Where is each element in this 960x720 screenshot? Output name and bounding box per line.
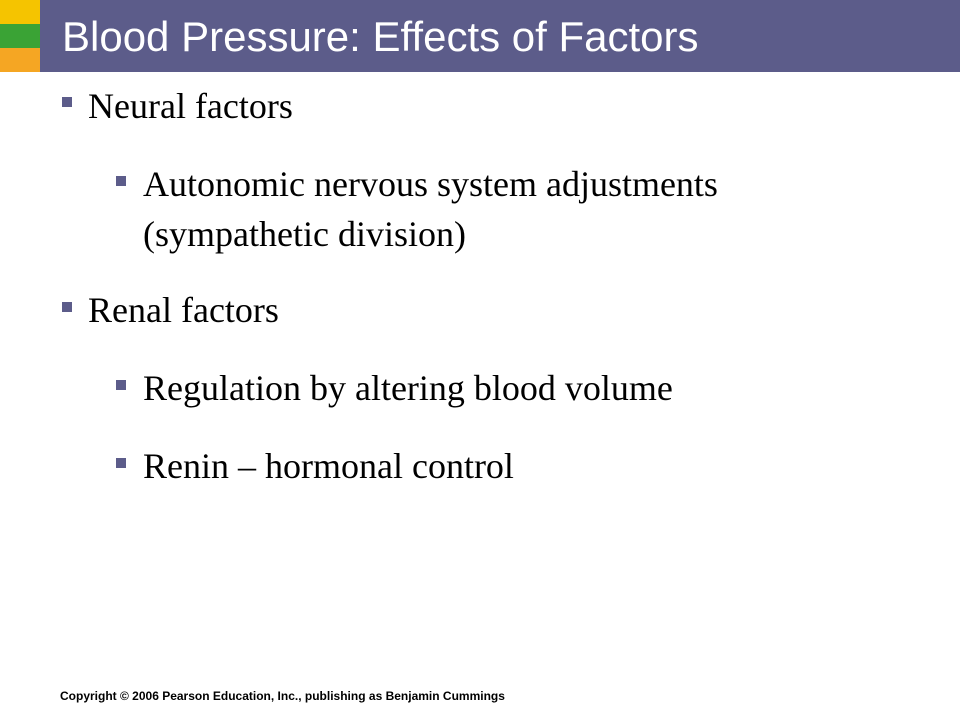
copyright-footer: Copyright © 2006 Pearson Education, Inc., publishing as Benjamin Cummings (60, 689, 505, 703)
title-bar (40, 0, 960, 72)
bullet-autonomic-line1: Autonomic nervous system adjustments (143, 164, 718, 204)
bullet-renal-factors: Renal factors (88, 290, 279, 330)
bullet-neural-factors: Neural factors (88, 86, 293, 126)
bullet-regulation: Regulation by altering blood volume (143, 368, 673, 408)
bullet-marker (62, 97, 72, 107)
bullet-marker (62, 302, 72, 312)
slide-title: Blood Pressure: Effects of Factors (62, 13, 699, 60)
bullet-marker (116, 458, 126, 468)
bullet-marker (116, 380, 126, 390)
accent-stripe-orange (0, 48, 40, 72)
accent-stripe-yellow (0, 0, 40, 24)
bullet-renin: Renin – hormonal control (143, 446, 514, 486)
bullet-autonomic-line2: (sympathetic division) (143, 214, 466, 254)
bullet-marker (116, 176, 126, 186)
accent-stripe-green (0, 24, 40, 48)
